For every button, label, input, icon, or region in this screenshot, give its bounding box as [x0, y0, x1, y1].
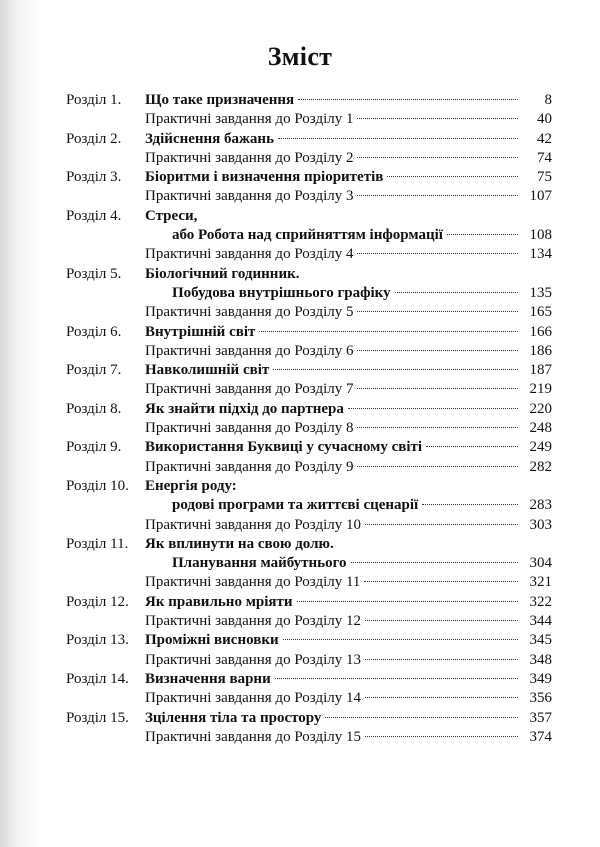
chapter-title-entry — [145, 631, 552, 650]
chapter-title-entry — [145, 477, 552, 496]
toc-practice-row[interactable] — [66, 612, 552, 631]
toc-practice-row[interactable] — [66, 342, 552, 361]
toc-practice-row[interactable] — [66, 458, 552, 477]
toc-chapter-row[interactable] — [66, 593, 552, 612]
dot-leader — [426, 446, 518, 447]
toc-chapter-row[interactable] — [66, 168, 552, 187]
chapter-page-number: 249 — [529, 439, 552, 456]
chapter-label: Розділ 15. — [66, 709, 129, 726]
chapter-page-number: 135 — [529, 284, 552, 301]
practice-entry — [145, 380, 552, 399]
dot-leader — [259, 331, 518, 332]
toc-chapter-row[interactable] — [66, 91, 552, 110]
chapter-title-entry — [145, 709, 552, 728]
practice-entry — [145, 573, 552, 592]
practice-page-number: 165 — [529, 304, 552, 321]
practice-title: Практичні завдання до Розділу 14 — [145, 690, 361, 707]
toc-chapter-row[interactable] — [66, 438, 552, 457]
chapter-page-number: 322 — [529, 593, 552, 610]
practice-page-number: 321 — [529, 574, 552, 591]
chapter-label: Розділ 11. — [66, 535, 129, 552]
chapter-title-continuation: Планування майбутнього — [172, 555, 347, 572]
dot-leader — [357, 118, 518, 119]
dot-leader — [357, 195, 518, 196]
chapter-title-entry — [145, 593, 552, 612]
dot-leader — [278, 138, 518, 139]
practice-page-number: 40 — [537, 111, 552, 128]
toc-chapter-row[interactable] — [66, 477, 552, 496]
toc-chapter-row[interactable] — [66, 207, 552, 226]
dot-leader — [357, 311, 518, 312]
chapter-title: Зцілення тіла та простору — [145, 709, 322, 726]
toc-practice-row[interactable] — [66, 419, 552, 438]
chapter-title: Проміжні висновки — [145, 632, 279, 649]
chapter-page-number: 42 — [537, 130, 552, 147]
table-of-contents — [66, 91, 552, 747]
practice-entry — [145, 187, 552, 206]
chapter-title: Як правильно мріяти — [145, 593, 293, 610]
chapter-label: Розділ 8. — [66, 400, 122, 417]
chapter-label: Розділ 10. — [66, 477, 129, 494]
dot-leader — [395, 292, 518, 293]
practice-title: Практичні завдання до Розділу 10 — [145, 516, 361, 533]
toc-practice-row[interactable] — [66, 187, 552, 206]
practice-page-number: 74 — [537, 149, 552, 166]
chapter-title-continuation-entry — [172, 284, 552, 303]
toc-chapter-row[interactable] — [66, 709, 552, 728]
chapter-label: Розділ 2. — [66, 130, 122, 147]
chapter-title: Як знайти підхід до партнера — [145, 400, 344, 417]
toc-chapter-row[interactable] — [66, 130, 552, 149]
toc-chapter-continuation-row[interactable] — [66, 284, 552, 303]
chapter-title: Стреси, — [145, 207, 198, 224]
chapter-title: Що таке призначення — [145, 92, 295, 108]
dot-leader — [348, 408, 518, 409]
toc-chapter-row[interactable] — [66, 400, 552, 419]
chapter-title: Внутрішній світ — [145, 323, 256, 340]
practice-page-number: 374 — [529, 728, 552, 745]
dot-leader — [273, 369, 518, 370]
chapter-title: Використання Буквиці у сучасному світі — [145, 439, 423, 456]
chapter-page-number: 8 — [544, 92, 552, 108]
dot-leader — [357, 253, 518, 254]
toc-practice-row[interactable] — [66, 573, 552, 592]
practice-title: Практичні завдання до Розділу 12 — [145, 613, 361, 630]
toc-practice-row[interactable] — [66, 110, 552, 129]
dot-leader — [364, 581, 518, 582]
dot-leader — [357, 427, 518, 428]
chapter-title-entry — [145, 265, 552, 284]
chapter-title: Визначення варни — [145, 670, 271, 687]
practice-title: Практичні завдання до Розділу 8 — [145, 420, 354, 437]
chapter-title-entry — [145, 168, 552, 187]
dot-leader — [357, 466, 518, 467]
dot-leader — [325, 717, 518, 718]
dot-leader — [365, 524, 518, 525]
practice-title: Практичні завдання до Розділу 13 — [145, 651, 361, 668]
chapter-title-entry — [145, 207, 552, 226]
chapter-title-entry — [145, 400, 552, 419]
chapter-page-number: 108 — [529, 227, 552, 244]
toc-practice-row[interactable] — [66, 689, 552, 708]
chapter-label: Розділ 4. — [66, 207, 122, 224]
practice-page-number: 186 — [529, 342, 552, 359]
toc-chapter-row[interactable] — [66, 265, 552, 284]
practice-entry — [145, 516, 552, 535]
chapter-page-number: 304 — [529, 555, 552, 572]
practice-title: Практичні завдання до Розділу 9 — [145, 458, 354, 475]
toc-chapter-row[interactable] — [66, 323, 552, 342]
chapter-page-number: 283 — [529, 497, 552, 514]
practice-entry — [145, 149, 552, 168]
practice-page-number: 344 — [529, 613, 552, 630]
toc-practice-row[interactable] — [66, 651, 552, 670]
toc-practice-row[interactable] — [66, 728, 552, 747]
dot-leader — [298, 99, 518, 100]
dot-leader — [297, 601, 518, 602]
chapter-label: Розділ 6. — [66, 323, 122, 340]
chapter-page-number: 345 — [529, 632, 552, 649]
dot-leader — [351, 562, 518, 563]
chapter-title: Як вплинути на свою долю. — [145, 535, 334, 552]
chapter-title-entry — [145, 130, 552, 149]
practice-title: Практичні завдання до Розділу 5 — [145, 304, 354, 321]
chapter-title-entry — [145, 438, 552, 457]
chapter-title-continuation: або Робота над сприйняттям інформації — [172, 227, 443, 244]
toc-chapter-continuation-row[interactable] — [66, 496, 552, 515]
chapter-title-continuation-entry — [172, 226, 552, 245]
chapter-title: Енергія роду: — [145, 477, 237, 494]
chapter-label: Розділ 7. — [66, 362, 122, 379]
chapter-label: Розділ 9. — [66, 439, 122, 456]
practice-page-number: 107 — [529, 188, 552, 205]
chapter-title-continuation-entry — [172, 554, 552, 573]
chapter-page-number: 187 — [529, 362, 552, 379]
chapter-label: Розділ 1. — [66, 92, 122, 108]
dot-leader — [387, 176, 518, 177]
dot-leader — [365, 620, 518, 621]
page-title: Зміст — [267, 42, 333, 71]
chapter-label: Розділ 12. — [66, 593, 129, 610]
toc-practice-row[interactable] — [66, 380, 552, 399]
practice-entry — [145, 342, 552, 361]
practice-entry — [145, 110, 552, 129]
dot-leader — [275, 678, 518, 679]
practice-page-number: 134 — [529, 246, 552, 263]
practice-entry — [145, 458, 552, 477]
chapter-title: Біологічний годинник. — [145, 265, 300, 282]
chapter-title-continuation: родові програми та життєві сценарії — [172, 497, 419, 514]
practice-entry — [145, 651, 552, 670]
chapter-label: Розділ 3. — [66, 169, 122, 186]
toc-practice-row[interactable] — [66, 149, 552, 168]
chapter-label: Розділ 13. — [66, 632, 129, 649]
chapter-title-entry — [145, 361, 552, 380]
dot-leader — [365, 659, 518, 660]
chapter-title-entry — [145, 323, 552, 342]
practice-entry — [145, 689, 552, 708]
practice-page-number: 303 — [529, 516, 552, 533]
toc-chapter-row[interactable] — [66, 535, 552, 554]
chapter-title-continuation: Побудова внутрішнього графіку — [172, 284, 391, 301]
chapter-title-entry — [145, 670, 552, 689]
practice-entry — [145, 728, 552, 747]
chapter-title-continuation-entry — [172, 496, 552, 515]
dot-leader — [422, 504, 518, 505]
chapter-page-number: 349 — [529, 670, 552, 687]
chapter-title: Здійснення бажань — [145, 130, 275, 147]
toc-chapter-row[interactable] — [66, 670, 552, 689]
chapter-label: Розділ 14. — [66, 670, 129, 687]
toc-practice-row[interactable] — [66, 516, 552, 535]
dot-leader — [357, 350, 518, 351]
practice-title: Практичні завдання до Розділу 3 — [145, 188, 354, 205]
chapter-title: Біоритми і визначення пріоритетів — [145, 169, 384, 186]
dot-leader — [357, 157, 518, 158]
toc-chapter-row[interactable] — [66, 361, 552, 380]
practice-page-number: 348 — [529, 651, 552, 668]
practice-entry — [145, 612, 552, 631]
practice-title: Практичні завдання до Розділу 4 — [145, 246, 354, 263]
chapter-title-entry — [145, 535, 552, 554]
dot-leader — [283, 639, 518, 640]
chapter-label: Розділ 5. — [66, 265, 122, 282]
chapter-page-number: 75 — [537, 169, 552, 186]
practice-entry — [145, 245, 552, 264]
practice-page-number: 356 — [529, 690, 552, 707]
dot-leader — [365, 736, 518, 737]
practice-entry — [145, 419, 552, 438]
toc-practice-row[interactable] — [66, 303, 552, 322]
practice-page-number: 282 — [529, 458, 552, 475]
dot-leader — [357, 388, 518, 389]
practice-page-number: 248 — [529, 420, 552, 437]
chapter-title: Навколишній світ — [145, 362, 270, 379]
practice-page-number: 219 — [529, 381, 552, 398]
practice-title: Практичні завдання до Розділу 2 — [145, 149, 354, 166]
practice-entry — [145, 303, 552, 322]
toc-chapter-continuation-row[interactable] — [66, 226, 552, 245]
toc-practice-row[interactable] — [66, 245, 552, 264]
chapter-page-number: 220 — [529, 400, 552, 417]
toc-chapter-row[interactable] — [66, 631, 552, 650]
chapter-title-entry — [145, 91, 552, 110]
practice-title: Практичні завдання до Розділу 6 — [145, 342, 354, 359]
practice-title: Практичні завдання до Розділу 7 — [145, 381, 354, 398]
practice-title: Практичні завдання до Розділу 11 — [145, 574, 361, 591]
toc-chapter-continuation-row[interactable] — [66, 554, 552, 573]
practice-title: Практичні завдання до Розділу 1 — [145, 111, 354, 128]
dot-leader — [447, 234, 518, 235]
dot-leader — [365, 697, 518, 698]
chapter-page-number: 166 — [529, 323, 552, 340]
chapter-page-number: 357 — [529, 709, 552, 726]
practice-title: Практичні завдання до Розділу 15 — [145, 728, 361, 745]
